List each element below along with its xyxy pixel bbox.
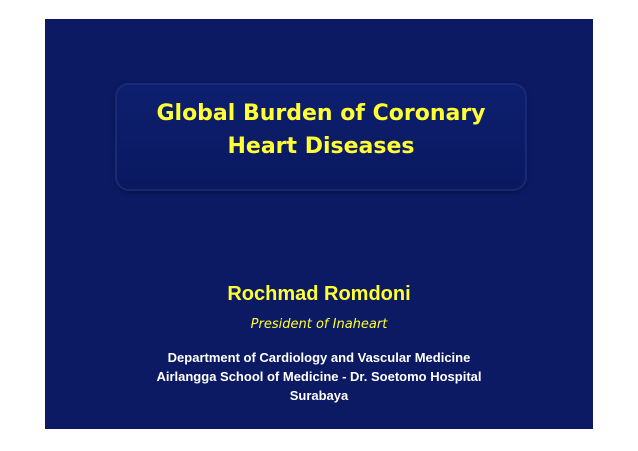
affiliation-line-3: Surabaya: [289, 388, 349, 403]
author-role: President of Inaheart: [250, 317, 388, 332]
title-line-2: Heart Diseases: [227, 134, 415, 159]
title-line-1: Global Burden of Coronary: [156, 101, 486, 126]
affiliation-line-2: Airlangga School of Medicine - Dr. Soetomo Hospital: [156, 369, 482, 384]
affiliation: [45, 348, 593, 405]
slide-title: [117, 97, 525, 163]
affiliation-line-1: Department of Cardiology and Vascular Medicine: [167, 350, 471, 365]
title-box: [117, 85, 525, 189]
author-name: Rochmad Romdoni: [227, 283, 411, 305]
slide: [45, 19, 593, 429]
